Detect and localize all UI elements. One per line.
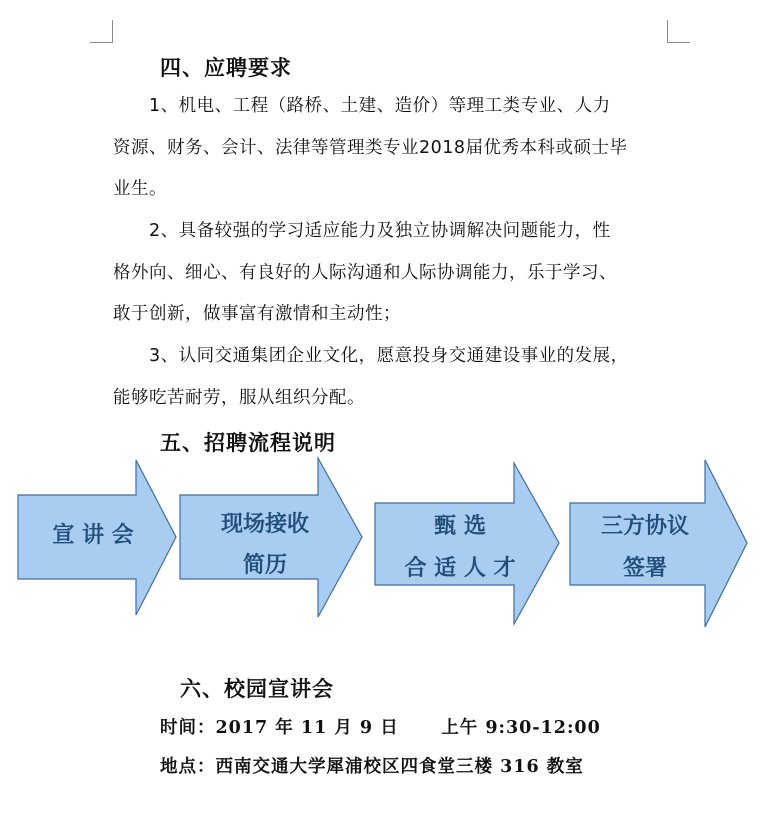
page-corner-mark-top-left	[90, 20, 113, 43]
recruitment-flow	[0, 455, 771, 630]
flow-step-4-line-2: 签署	[622, 556, 667, 581]
place-value: 西南交通大学犀浦校区四食堂三楼 316 教室	[215, 757, 584, 777]
flow-step-3-line-2: 合 适 人 才	[404, 556, 516, 581]
requirement-1-line-1: 1、机电、工程（路桥、土建、造价）等理工类专业、人力	[149, 96, 611, 116]
flow-step-2-line-1: 现场接收	[220, 512, 309, 537]
requirement-item-3	[113, 336, 673, 419]
requirement-2-line-2: 格外向、细心、有良好的人际沟通和人际协调能力，乐于学习、	[113, 262, 617, 283]
requirement-2-line-3: 敢于创新，做事富有激情和主动性；	[113, 304, 401, 324]
event-place	[160, 753, 584, 778]
requirement-3-line-2: 能够吃苦耐劳，服从组织分配。	[113, 387, 365, 408]
time-label: 时间：	[160, 718, 216, 738]
requirement-1-line-2: 资源、财务、会计、法律等管理类专业2018届优秀本科或硕士毕	[113, 137, 628, 158]
section5-title: 五、招聘流程说明	[160, 430, 336, 455]
flow-step-1-label: 宣 讲 会	[52, 523, 134, 548]
requirement-item-1	[113, 86, 673, 211]
place-label: 地点：	[160, 757, 216, 777]
flow-step-2-line-2: 简历	[242, 553, 287, 578]
flow-step-3-line-1: 甄 选	[434, 514, 486, 539]
time-value: 2017 年 11 月 9 日 上午 9:30-12:00	[215, 718, 601, 738]
requirement-2-line-1: 2、具备较强的学习适应能力及独立协调解决问题能力，性	[149, 221, 611, 241]
section6-title: 六、校园宣讲会	[180, 676, 334, 701]
requirement-1-line-3: 业生。	[113, 179, 167, 199]
requirement-3-line-1: 3、认同交通集团企业文化，愿意投身交通建设事业的发展，	[149, 346, 629, 366]
page-corner-mark-top-right	[667, 20, 690, 43]
requirement-item-2	[113, 211, 673, 336]
event-time	[160, 714, 601, 739]
flow-step-4-line-1: 三方协议	[600, 514, 689, 539]
section4-title: 四、应聘要求	[160, 55, 292, 80]
